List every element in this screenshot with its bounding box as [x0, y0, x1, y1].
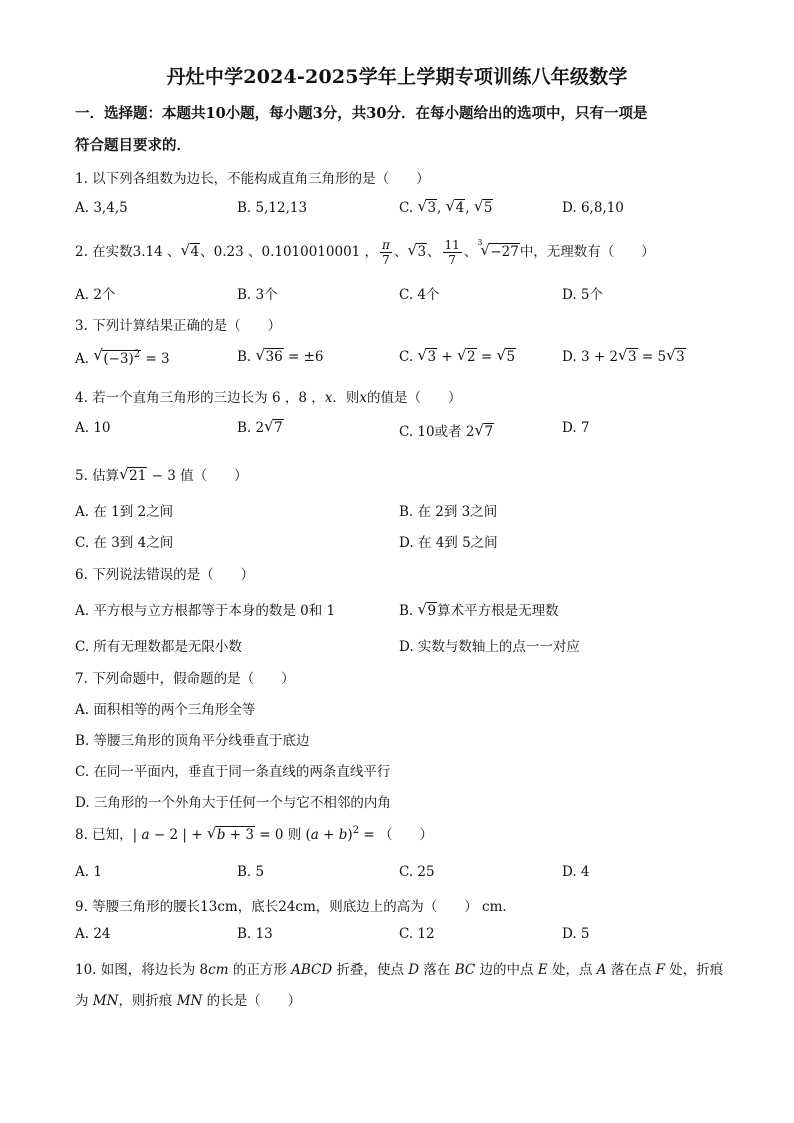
section-heading-line2: 符合题目要求的． — [75, 137, 191, 154]
question-7-option-a: A. 面积相等的两个三角形全等 — [75, 702, 256, 718]
question-5-option-d: D. 在 4到 5之间 — [399, 535, 498, 551]
fraction-11-over-7: $\frac{11}{7}$ — [444, 238, 460, 267]
question-6-option-c: C. 所有无理数都是无限小数 — [75, 639, 242, 655]
sqrt: √ 3 — [666, 346, 685, 365]
sqrt: √ 3 — [618, 346, 637, 365]
question-3-option-d: D. 3 + 2 √ 3 = 5 √ 3 — [562, 346, 685, 365]
question-3-option-b: B. √ 36 = ±6 — [237, 346, 324, 365]
sqrt: √ 9 — [417, 600, 437, 619]
question-7-stem: 7. 下列命题中，假命题的是（ ） — [75, 671, 295, 687]
question-4-option-d: D. 7 — [562, 420, 590, 436]
question-9-stem: 9. 等腰三角形的腰长13cm，底长24cm，则底边上的高为（ ） cm． — [75, 899, 516, 915]
question-6-option-b: B. √ 9算术平方根是无理数 — [399, 600, 559, 619]
question-8-stem: 8. 已知，| a − 2 | + √ b + 3 = 0 则 $(a + b)^2$ = （ ） — [75, 824, 433, 843]
question-9-option-a: A. 24 — [75, 926, 111, 942]
question-1-option-c: C. √ 3, √ 4, √ 5 — [399, 197, 493, 216]
sqrt: √ 21 — [119, 465, 147, 484]
question-10-stem-line2: 为 MN，则折痕 MN 的长是（ ） — [75, 993, 302, 1009]
sqrt: √ b + 3 — [206, 824, 254, 843]
section-heading — [75, 98, 725, 162]
question-5-stem: 5. 估算 √ 21 − 3 值（ ） — [75, 465, 248, 484]
question-6-stem: 6. 下列说法错误的是（ ） — [75, 567, 255, 583]
question-5-option-b: B. 在 2到 3之间 — [399, 504, 498, 520]
question-2-option-c: C. 4个 — [399, 287, 440, 303]
question-1-option-a — [75, 200, 128, 216]
question-3-option-a: A. √ $(-3)^2 = 3$ — [75, 346, 170, 367]
question-8-option-b: B. 5 — [237, 864, 265, 880]
sqrt: √ 3 — [417, 346, 437, 365]
question-8-option-c: C. 25 — [399, 864, 435, 880]
question-1-option-b — [237, 200, 307, 216]
sqrt: √ 36 — [255, 346, 283, 365]
question-7-option-c: C. 在同一平面内，垂直于同一条直线的两条直线平行 — [75, 764, 391, 780]
question-1-stem: 1. 以下列各组数为边长，不能构成直角三角形的是（ ） — [75, 171, 430, 187]
cube-root: 3 √ −27 — [477, 238, 519, 260]
sqrt: √ 5 — [496, 346, 516, 365]
sqrt: √ 7 — [264, 417, 283, 436]
question-9-option-d: D. 5 — [562, 926, 590, 942]
question-2-stem: 2. 在实数3.14 、 √ 4、0.23 、0.1010010001 ， $\frac{\pi}{7}$ 、 √ 3、 $\frac{11}{7}$ 、 3 √ −27中，无理数有（ ） — [75, 238, 655, 267]
option-letter: C. — [399, 200, 414, 216]
question-7-option-d: D. 三角形的一个外角大于任何一个与它不相邻的内角 — [75, 795, 391, 811]
question-6-option-a: A. 平方根与立方根都等于本身的数是 0和 1 — [75, 603, 336, 619]
sqrt: √ 3 — [407, 241, 427, 260]
sqrt: √ 3 — [417, 197, 437, 216]
option-letter: A. — [75, 200, 90, 216]
sqrt: √ 4 — [445, 197, 465, 216]
question-10-stem-line1: 10. 如图，将边长为 8cm 的正方形 ABCD 折叠，使点 D 落在 BC 边的中点 E 处，点 A 落在点 F 处，折痕 — [75, 962, 724, 978]
question-9-option-b: B. 13 — [237, 926, 273, 942]
option-letter: B. — [237, 200, 252, 216]
section-heading-line1: 一．选择题：本题共10小题，每小题3分，共30分．在每小题给出的选项中，只有一项是 — [75, 105, 648, 122]
question-1-option-d — [562, 200, 624, 216]
question-5-option-c: C. 在 3到 4之间 — [75, 535, 174, 551]
question-2-option-d: D. 5个 — [562, 287, 604, 303]
question-6-option-d: D. 实数与数轴上的点一一对应 — [399, 639, 580, 655]
option-value: 5,12,13 — [255, 200, 308, 216]
sqrt: √ 4 — [180, 241, 200, 260]
sqrt: √ 7 — [474, 421, 494, 440]
fraction-pi-over-7: $\frac{\pi}{7}$ — [382, 238, 390, 267]
question-4-option-a: A. 10 — [75, 420, 111, 436]
question-5-option-a: A. 在 1到 2之间 — [75, 504, 174, 520]
question-8-option-d: D. 4 — [562, 864, 590, 880]
question-8-option-a: A. 1 — [75, 864, 102, 880]
question-2-option-a: A. 2个 — [75, 287, 116, 303]
question-3-option-c: C. √ 3 + √ 2 = √ 5 — [399, 346, 516, 365]
question-2-option-b: B. 3个 — [237, 287, 278, 303]
question-4-stem: 4. 若一个直角三角形的三边长为 6 ，8 ，x．则x的值是（ ） — [75, 390, 462, 406]
option-value: 3,4,5 — [93, 200, 128, 216]
sqrt: √ 2 — [456, 346, 476, 365]
sqrt: √ 5 — [473, 197, 493, 216]
sqrt: √ $(-3)^2$ — [93, 346, 141, 367]
option-letter: D. — [562, 200, 577, 216]
option-value: 6,8,10 — [580, 200, 624, 216]
question-7-option-b: B. 等腰三角形的顶角平分线垂直于底边 — [75, 733, 310, 749]
question-9-option-c: C. 12 — [399, 926, 435, 942]
page-title: 丹灶中学2024-2025学年上学期专项训练八年级数学 — [166, 66, 628, 88]
question-4-option-c: C. 10或者 2 √ 7 — [399, 421, 494, 440]
question-3-stem: 3. 下列计算结果正确的是（ ） — [75, 318, 282, 334]
question-4-option-b: B. 2 √ 7 — [237, 417, 283, 436]
